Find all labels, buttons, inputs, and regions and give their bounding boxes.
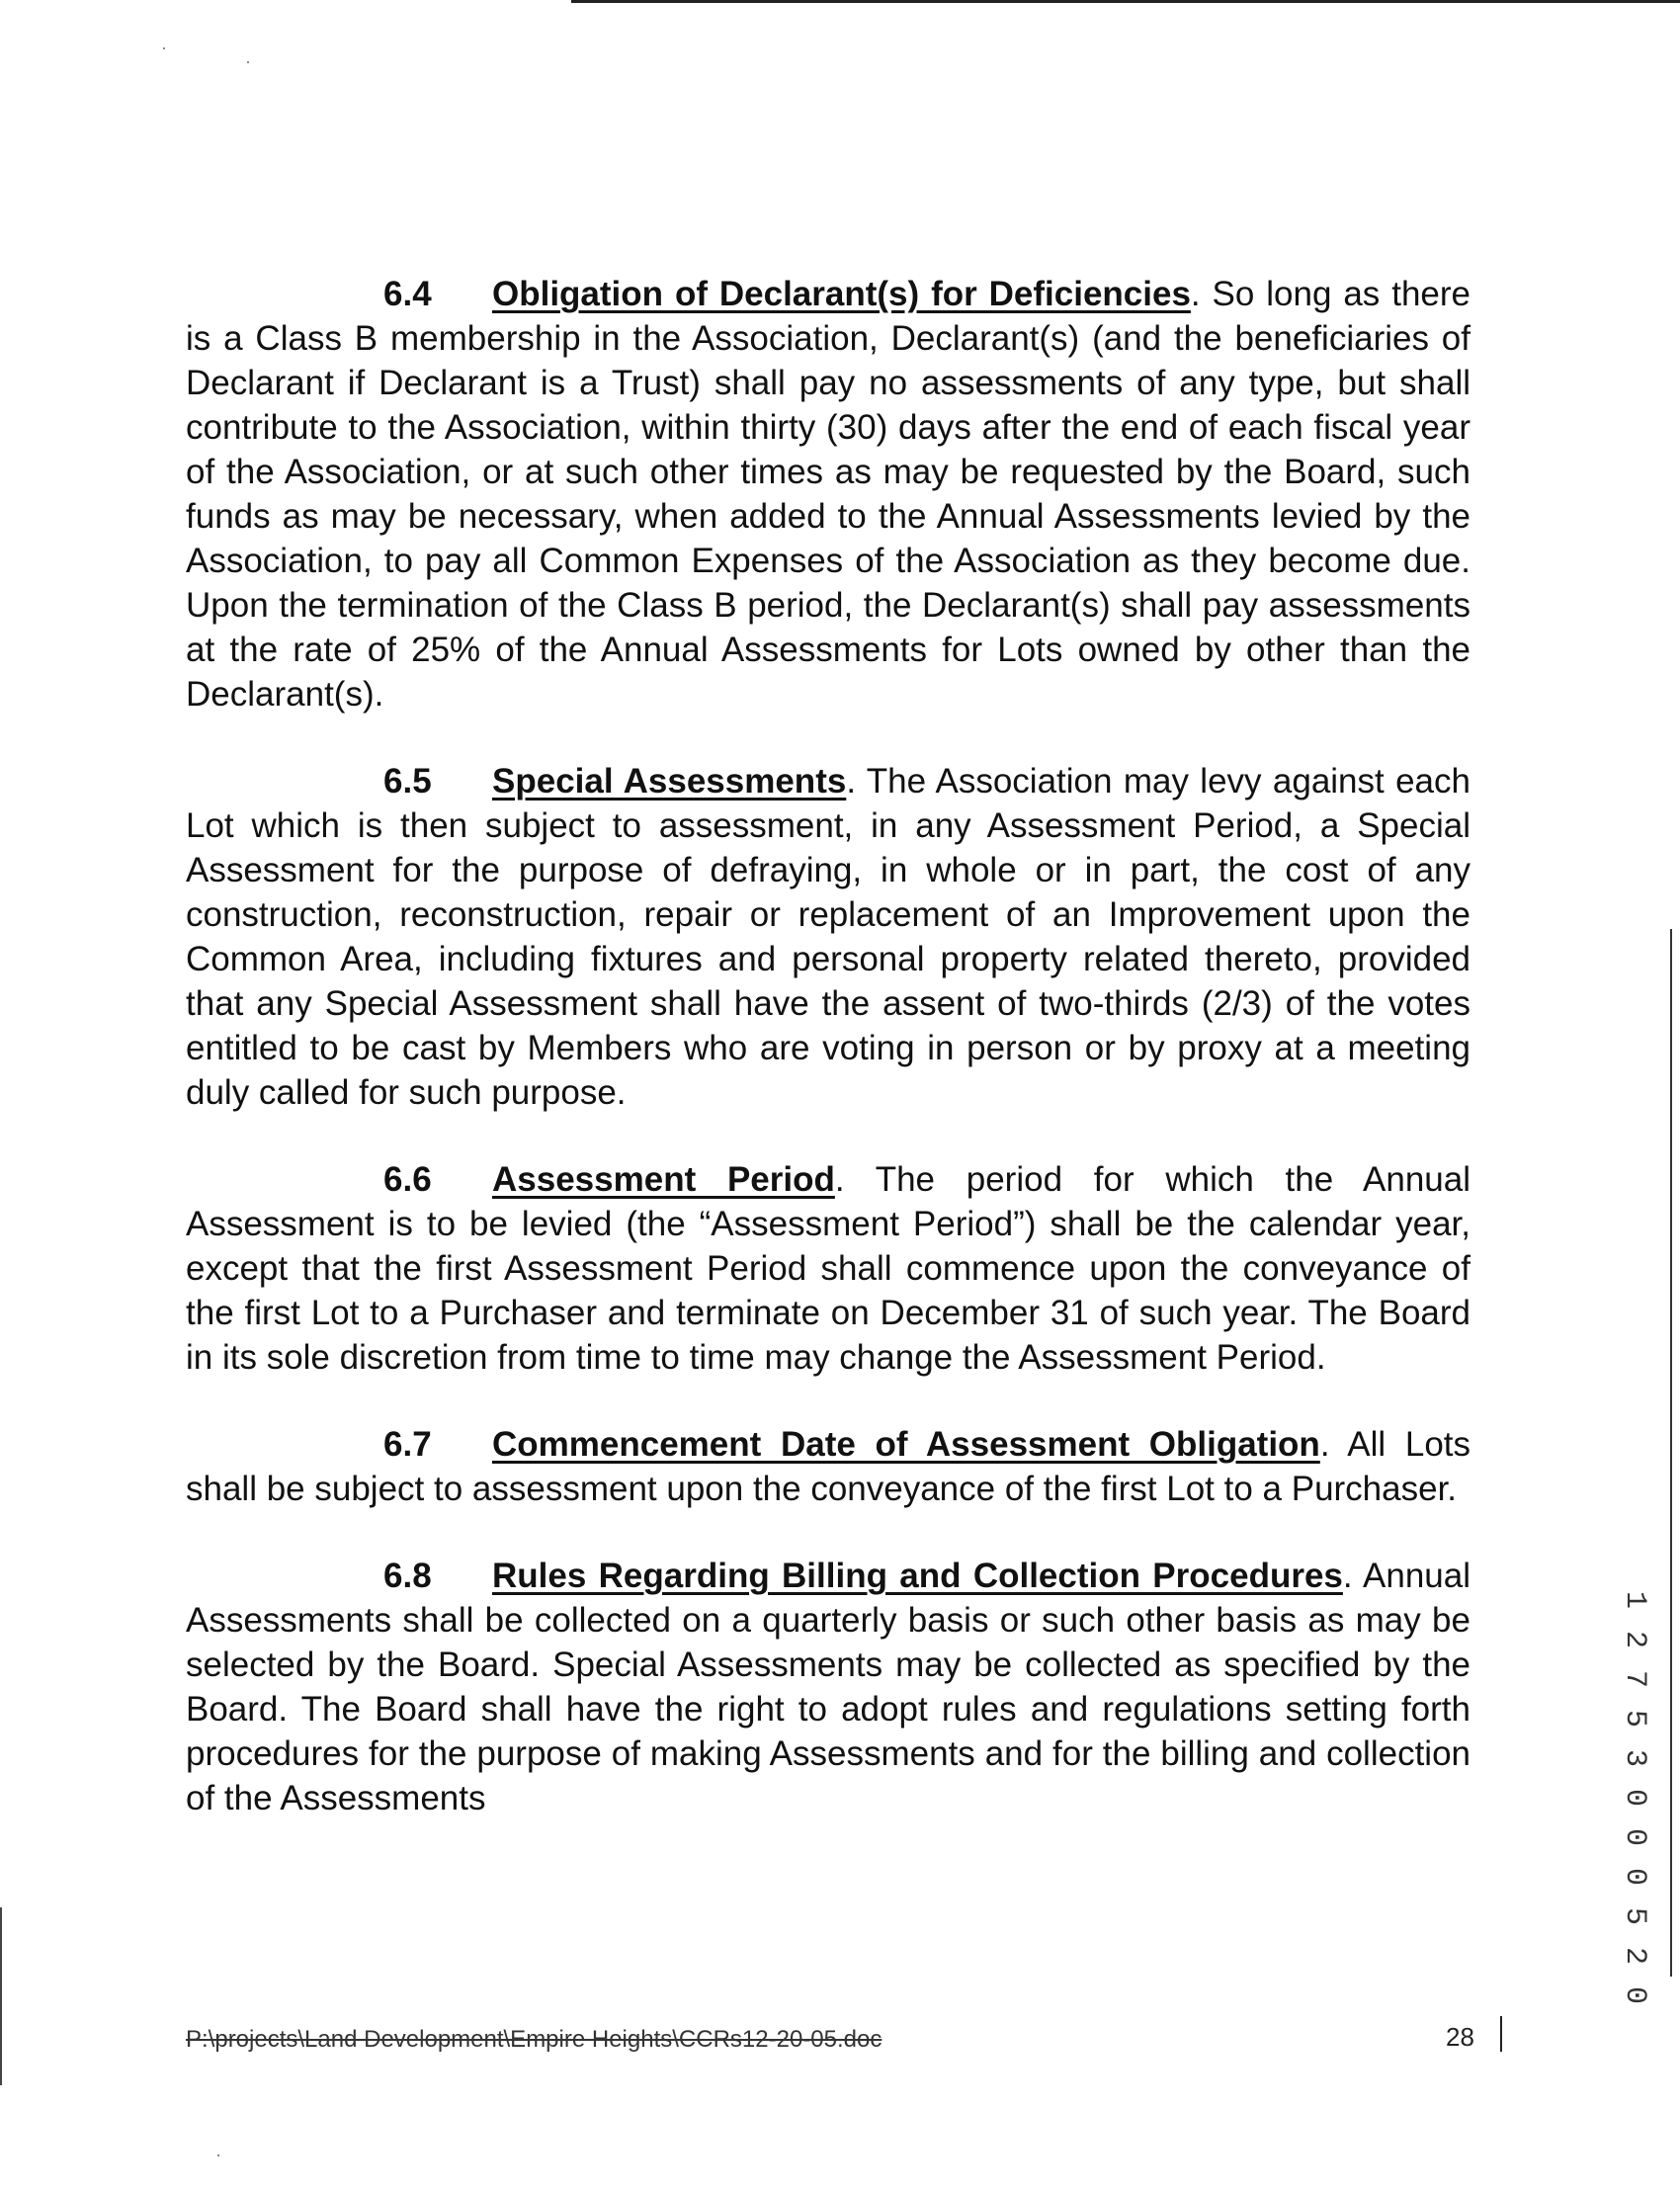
section-text: . All Lots shall be subject to assessment upon the conveyance of the first Lot to a Purchaser. [186,1425,1471,1508]
section-number: 6.8 [383,1557,432,1595]
section-number: 6.5 [383,762,432,801]
section-text: . So long as there is a Class B membership in the Association, Declarant(s) (and the beneficiaries of Declarant if Declarant is a Trust) shall pay no assessments of any type, but shall contribute to the Association, within thirty (30) days after the end of each fiscal year of the Association, or at such other times as may be requested by the Board, such funds as may be necessary, when added to the Annual Assessments levied by the Association, to pay all Common Expenses of the Association as they become due. Upon the termination of the Class B period, the Declarant(s) shall pay assessments at the rate of 25% of the Annual Assessments for Lots owned by other than the Declarant(s). [186,275,1470,714]
document-body [186,237,1470,1863]
section-6-6 [186,1157,1470,1380]
recording-stamp: 1 2 7 5 3 0 0 0 5 2 0 [1618,1591,1651,2007]
page-number-bar [1500,2016,1502,2052]
scan-edge-line [1670,929,1672,1977]
section-title: Obligation of Declarant(s) for Deficiencies [492,275,1191,313]
section-title: Commencement Date of Assessment Obligation [492,1425,1320,1464]
section-number: 6.4 [383,275,432,313]
section-text: . The Association may levy against each Lot which is then subject to assessment, in any Assessment Period, a Special Assessment for the purpose of defraying, in whole or in part, the cost of any construction, reconstruction, repair or replacement of an Improvement upon the Common Area, including fixtures and personal property related thereto, provided that any Special Assessment shall have the assent of two-thirds (2/3) of the votes entitled to be cast by Members who are voting in person or by proxy at a meeting duly called for such purpose. [186,762,1470,1112]
section-number: 6.7 [383,1425,432,1464]
scan-speck [247,61,249,63]
section-text: . Annual Assessments shall be collected on a quarterly basis or such other basis as may be selected by the Board. Special Assessments may be collected as specified by the Board. The Board shall have the right to adopt rules and regulations setting forth procedures for the purpose of making Assessments and for the billing and collection of the Assessments [186,1557,1471,1817]
footer-file-path: P:\projects\Land Development\Empire Heights\CCRs12-20-05.doc [186,2026,882,2053]
scan-edge-line-left [0,1907,2,2085]
scan-speck [217,2154,219,2156]
page-number: 28 [1446,2022,1474,2052]
section-text: . The period for which the Annual Assessment is to be levied (the “Assessment Period”) shall be the calendar year, except that the first Assessment Period shall commence upon the conveyance of the first Lot to a Purchaser and terminate on December 31 of such year. The Board in its sole discretion from time to time may change the Assessment Period. [186,1160,1470,1377]
scan-speck [163,47,165,49]
section-6-7 [186,1422,1470,1511]
section-title: Assessment Period [492,1160,835,1199]
top-edge-rule [571,0,1680,3]
section-6-5 [186,759,1470,1115]
section-6-4 [186,272,1470,717]
section-number: 6.6 [383,1160,432,1199]
section-title: Rules Regarding Billing and Collection Procedures [492,1557,1343,1595]
section-6-8 [186,1554,1470,1820]
section-title: Special Assessments [492,762,847,801]
